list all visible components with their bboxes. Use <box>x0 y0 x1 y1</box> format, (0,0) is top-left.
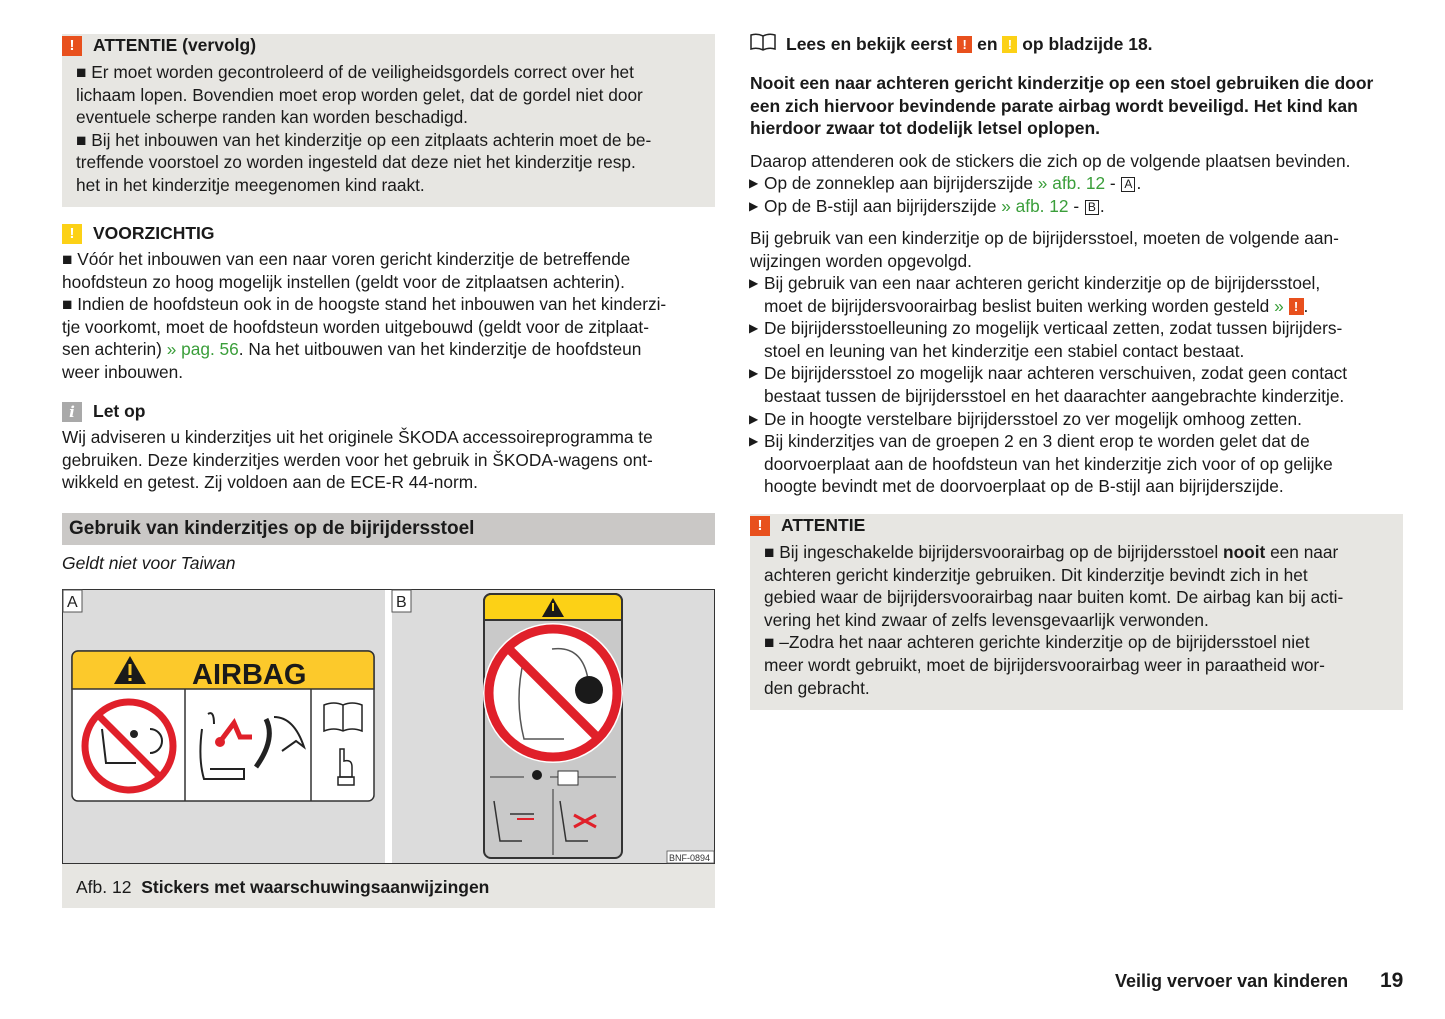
text-segment: en <box>972 34 1003 54</box>
text-line <box>764 631 1343 654</box>
figure-divider <box>385 590 392 863</box>
text-line <box>76 129 651 152</box>
bullet-arrow-icon: ▶ <box>749 176 759 190</box>
text-segment: . <box>1303 295 1309 316</box>
text-line <box>764 586 1343 609</box>
text-segment: Op de B-stijl aan bijrijderszijde <box>764 195 1002 216</box>
attentie-header <box>750 515 865 536</box>
attentie-continued-header <box>62 35 256 56</box>
stickers-list <box>750 172 1141 217</box>
bullet-arrow-icon: ▶ <box>749 198 759 213</box>
cross-reference-link[interactable]: » <box>1274 295 1284 316</box>
text-line <box>62 271 666 294</box>
label-a: A <box>67 594 78 611</box>
text-line <box>764 677 1343 700</box>
text-line <box>764 385 1347 408</box>
text-line <box>76 84 651 107</box>
text-segment: stoel en leuning van het kinderzitje een stabiel contact bestaat. <box>764 340 1245 361</box>
caption-number: Afb. 12 <box>76 877 132 897</box>
text-segment: bestaat tussen de bijrijdersstoel en het daarachter aangebrachte kinderzitje. <box>764 385 1345 406</box>
text-segment: Nooit een naar achteren gericht kinderzitje op een stoel gebruiken die door <box>750 73 1374 93</box>
warning-orange-icon: ! <box>957 36 972 53</box>
text-segment: den gebracht. <box>764 677 870 698</box>
text-segment: De bijrijdersstoel zo mogelijk naar achteren verschuiven, zodat geen contact <box>764 363 1348 384</box>
text-segment: sen achterin) <box>62 339 167 360</box>
bullet-arrow-icon: ▶ <box>749 411 759 426</box>
text-segment: Lees en bekijk eerst <box>786 34 958 54</box>
cross-reference-link[interactable]: » afb. 12 <box>1037 173 1106 193</box>
attentie-continued-text <box>76 61 651 197</box>
emphasis: nooit <box>1223 542 1266 562</box>
attentie-text <box>764 541 1343 699</box>
text-line <box>62 361 666 384</box>
text-segment: Bij gebruik van een naar achteren gericht kinderzitje op de bijrijdersstoel, <box>764 273 1321 293</box>
attentie-continued-title: ATTENTIE (vervolg) <box>93 35 257 55</box>
text-line <box>750 150 1350 173</box>
text-line <box>76 174 651 197</box>
text-line <box>750 117 1373 140</box>
text-segment: . Na het uitbouwen van het kinderzitje de hoofdsteun <box>238 339 642 360</box>
text-segment: ■ Indien de hoofdsteun ook in de hoogste stand het inbouwen van het kinderzi- <box>62 294 667 315</box>
text-line <box>62 338 666 361</box>
text-segment: weer inbouwen. <box>62 361 184 382</box>
text-line <box>62 293 666 316</box>
text-segment: lichaam lopen. Bovendien moet erop worden gelet, dat de gordel niet door <box>76 84 643 105</box>
voorzichtig-header <box>62 223 215 244</box>
text-segment: ■ Vóór het inbouwen van een naar voren gericht kinderzitje de betreffende <box>62 249 631 269</box>
sticker-figure <box>62 589 715 865</box>
section-subtitle: Geldt niet voor Taiwan <box>62 553 236 573</box>
cross-reference-link[interactable]: » pag. 56 <box>166 339 239 360</box>
info-icon: i <box>62 402 82 422</box>
text-segment: gebruiken. Deze kinderzitjes werden voor het gebruik in ŠKODA-wagens ont- <box>62 449 653 470</box>
text-line <box>749 362 1348 385</box>
text-segment: ■ Bij ingeschakelde bijrijdersvoorairbag op de bijrijdersstoel <box>764 542 1224 562</box>
text-segment: vering het kind zwaar of zelfs levensgevaarlijk verwonden. <box>764 609 1209 630</box>
text-segment: - <box>1105 173 1121 193</box>
text-line <box>764 453 1347 476</box>
text-segment: ■ –Zodra het naar achteren gerichte kinderzitje op de bijrijdersstoel niet <box>764 632 1310 653</box>
voorzichtig-text <box>62 248 666 384</box>
text-line <box>750 250 1339 273</box>
section-heading: Gebruik van kinderzitjes op de bijrijdersstoel <box>62 513 715 545</box>
text-line <box>749 172 1142 195</box>
text-segment: wijzingen worden opgevolgd. <box>750 250 972 271</box>
text-line <box>76 106 651 129</box>
airbag-person-icon <box>532 770 542 780</box>
text-line <box>76 151 651 174</box>
page-number: 19 <box>1380 969 1404 992</box>
text-segment: op bladzijde 18. <box>1017 34 1153 54</box>
text-segment: Bij gebruik van een kinderzitje op de bijrijdersstoel, moeten de volgende aan- <box>750 228 1339 248</box>
text-line <box>62 471 653 494</box>
caution-yellow-icon: ! <box>1002 36 1017 53</box>
text-segment: hierdoor zwaar tot dodelijk letsel oplopen. <box>750 118 1101 139</box>
cross-reference-link[interactable]: » afb. 12 <box>1001 195 1069 216</box>
text-segment: een zich hiervoor bevindende parate airbag wordt beveiligd. Het kind kan <box>750 95 1358 116</box>
book-icon <box>750 33 776 55</box>
letop-header <box>62 401 146 422</box>
text-line <box>749 408 1347 431</box>
warning-orange-icon: ! <box>62 36 82 56</box>
text-line <box>62 449 653 472</box>
airbag-label: AIRBAG <box>192 659 307 691</box>
text-segment: ■ Bij het inbouwen van het kinderzitje op een zitplaats achterin moet de be- <box>76 129 652 150</box>
intro-text <box>786 33 1153 56</box>
text-segment: De in hoogte verstelbare bijrijdersstoel zo ver mogelijk omhoog zetten. <box>764 408 1302 429</box>
text-segment: . <box>1136 173 1142 193</box>
text-line <box>764 340 1347 363</box>
text-line <box>76 61 651 84</box>
figure-label-box: B <box>1085 200 1099 215</box>
text-line <box>749 317 1347 340</box>
text-line <box>749 430 1347 453</box>
bullet-arrow-icon: ▶ <box>749 434 759 449</box>
text-line <box>764 654 1343 677</box>
text-line <box>750 227 1339 250</box>
text-line <box>62 316 666 339</box>
text-line <box>764 541 1343 564</box>
text-segment: De bijrijdersstoelleuning zo mogelijk verticaal zetten, zodat tussen bijrijders- <box>764 318 1343 339</box>
text-segment: - <box>1068 195 1084 216</box>
text-line <box>764 475 1347 498</box>
text-segment: achteren gericht kinderzitje gebruiken. Dit kinderzitje bevindt zich in het <box>764 564 1308 585</box>
text-segment: . <box>1099 195 1105 216</box>
text-segment: ■ Er moet worden gecontroleerd of de veiligheidsgordels correct over het <box>76 62 634 82</box>
letop-text <box>62 426 653 494</box>
text-segment: doorvoerplaat aan de hoofdsteun van het kinderzitje zich voor of op gelijke <box>764 453 1333 474</box>
text-line <box>62 426 653 449</box>
text-segment: Daarop attenderen ook de stickers die zich op de volgende plaatsen bevinden. <box>750 151 1351 171</box>
warning-orange-icon: ! <box>750 516 770 536</box>
text-segment: hoofdsteun zo hoog mogelijk instellen (geldt voor de zitplaatsen achterin). <box>62 271 625 292</box>
voorzichtig-title: VOORZICHTIG <box>93 223 215 243</box>
bold-warning-paragraph <box>750 72 1373 140</box>
stickers-paragraph <box>750 150 1350 173</box>
text-line <box>750 95 1373 118</box>
text-line <box>764 564 1343 587</box>
text-segment: tje voorkomt, moet de hoofdsteun worden uitgebouwd (geldt voor de zitplaat- <box>62 316 649 337</box>
text-line <box>764 609 1343 632</box>
text-segment: meer wordt gebruikt, moet de bijrijdersvoorairbag weer in paraatheid wor- <box>764 654 1325 675</box>
text-segment: een naar <box>1265 542 1339 562</box>
bullet-arrow-icon: ▶ <box>749 366 759 381</box>
text-segment: wikkeld en getest. Zij voldoen aan de ECE-R 44-norm. <box>62 472 478 493</box>
figure-label-box: A <box>1121 177 1135 192</box>
text-segment: treffende voorstoel zo worden ingesteld dat deze niet het kinderzitje resp. <box>76 152 636 173</box>
warning-orange-icon: ! <box>1289 298 1304 315</box>
figure-caption <box>62 864 715 908</box>
text-line <box>749 195 1141 218</box>
caption-title: Stickers met waarschuwingsaanwijzingen <box>141 877 490 897</box>
text-segment: moet de bijrijdersvoorairbag beslist buiten werking worden gesteld <box>764 295 1275 316</box>
figure-code: BNF-0894 <box>669 853 711 863</box>
attentie-title: ATTENTIE <box>781 515 866 535</box>
text-segment: het in het kinderzitje meegenomen kind raakt. <box>76 174 425 195</box>
airbag-sticker-b <box>483 594 623 858</box>
changes-paragraph <box>750 227 1339 272</box>
text-segment: Op de zonneklep aan bijrijderszijde <box>764 173 1038 193</box>
text-segment: hoogte bevindt met de doorvoerplaat op de B-stijl aan bijrijderszijde. <box>764 476 1284 497</box>
intro-line <box>750 33 1153 56</box>
caution-yellow-icon: ! <box>62 224 82 244</box>
text-segment: Bij kinderzitjes van de groepen 2 en 3 dient erop te worden gelet dat de <box>764 431 1310 452</box>
text-line <box>749 272 1347 295</box>
label-b: B <box>396 594 407 611</box>
text-segment: eventuele scherpe randen kan worden beschadigd. <box>76 107 468 128</box>
letop-title: Let op <box>93 401 146 421</box>
bullet-arrow-icon: ▶ <box>749 321 759 336</box>
bullet-arrow-icon: ▶ <box>749 276 759 290</box>
text-segment: gebied waar de bijrijdersvoorairbag naar buiten komt. De airbag kan bij acti- <box>764 587 1344 608</box>
text-line <box>750 72 1373 95</box>
footer-chapter: Veilig vervoer van kinderen <box>1115 971 1349 991</box>
book-warning-icon <box>558 771 578 785</box>
text-line <box>764 295 1347 318</box>
changes-list <box>750 272 1347 498</box>
airbag-sticker-a <box>72 651 374 801</box>
text-line <box>62 248 666 271</box>
text-segment: Wij adviseren u kinderzitjes uit het originele ŠKODA accessoireprogramma te <box>62 427 653 447</box>
